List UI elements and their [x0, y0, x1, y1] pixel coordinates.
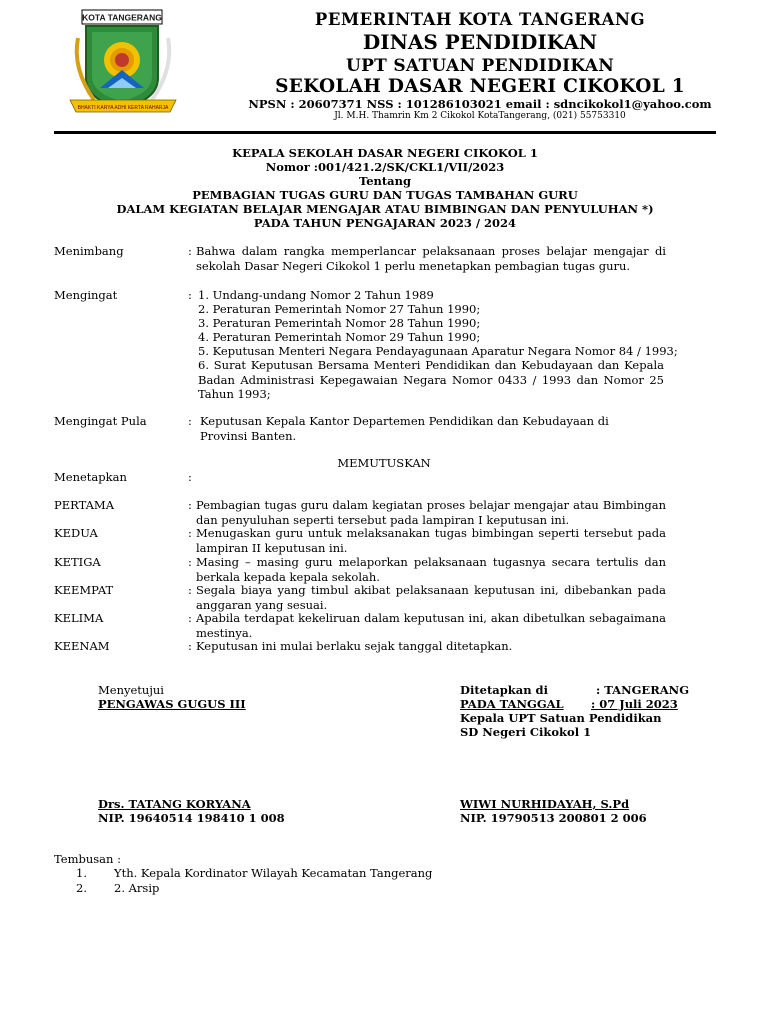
mengingat-item: 6. Surat Keputusan Bersama Menteri Pendidikan dan Kebudayaan dan Kepala Badan Administrasi Kepegawaian Negara Nomor 0433 / 1993 dan Nomor 25 Tahun 1993; — [198, 358, 664, 401]
mengingat-item: 5. Keputusan Menteri Negara Pendayagunaan Aparatur Negara Nomor 84 / 1993; — [198, 344, 678, 358]
date-label: PADA TANGGAL — [460, 697, 564, 711]
title-subject-3: PADA TAHUN PENGAJARAN 2023 / 2024 — [253, 216, 517, 230]
letterhead-unit: UPT SATUAN PENDIDIKAN — [345, 56, 615, 76]
logo-label: KOTA TANGERANG — [82, 12, 162, 23]
title-subject-1: PEMBAGIAN TUGAS GURU DAN TUGAS TAMBAHAN GURU — [192, 188, 578, 202]
principal-name: WIWI NURHIDAYAH, S.Pd — [460, 797, 630, 811]
letterhead-ids: NPSN : 20607371 NSS : 101286103021 email : sdncikokol1@yahoo.com — [248, 97, 712, 111]
tembusan-number: 1. — [76, 866, 87, 880]
title-subject-2: DALAM KEGIATAN BELAJAR MENGAJAR ATAU BIMBINGAN DAN PENYULUHAN *) — [116, 202, 654, 216]
tembusan-item: Yth. Kepala Kordinator Wilayah Kecamatan Tangerang — [114, 866, 433, 880]
logo-motto: BHAKTI KARYA ADHI KERTA RAHARJA — [77, 105, 169, 111]
decision-label: KEDUA — [54, 526, 98, 540]
mengingat-item: 1. Undang-undang Nomor 2 Tahun 1989 — [198, 288, 434, 302]
mengingat-label: Mengingat — [54, 288, 118, 302]
memutuskan-heading: MEMUTUSKAN — [337, 456, 431, 470]
decision-label: PERTAMA — [54, 498, 115, 512]
decision-label: KEEMPAT — [54, 583, 114, 597]
menimbang-text: Bahwa dalam rangka memperlancar pelaksanaan proses belajar mengajar di sekolah Dasar Negeri Cikokol 1 perlu menetapkan pembagian tugas guru. — [196, 244, 666, 273]
title-number: Nomor :001/421.2/SK/CKL1/VII/2023 — [265, 160, 505, 174]
decision-text: Menugaskan guru untuk melaksanakan tugas bimbingan seperti tersebut pada lampiran II keputusan ini. — [196, 526, 666, 555]
tembusan-number: 2. — [76, 881, 87, 895]
tembusan-label: Tembusan : — [54, 852, 121, 866]
decision-text: Apabila terdapat kekeliruan dalam keputusan ini, akan dibetulkan sebagaimana mestinya. — [196, 611, 666, 640]
decision-label: KETIGA — [54, 555, 101, 569]
tembusan-item: 2. Arsip — [114, 881, 160, 895]
principal-nip: NIP. 19790513 200801 2 006 — [460, 811, 647, 825]
approval-label: Menyetujui — [98, 683, 164, 697]
place-label: Ditetapkan di — [460, 683, 548, 697]
decision-text: Pembagian tugas guru dalam kegiatan proses belajar mengajar atau Bimbingan dan penyuluhan seperti tersebut pada lampiran I keputusan ini. — [196, 498, 666, 527]
supervisor-name: Drs. TATANG KORYANA — [98, 797, 251, 811]
mengingat-item: 3. Peraturan Pemerintah Nomor 28 Tahun 1990; — [198, 316, 481, 330]
supervisor-title: PENGAWAS GUGUS III — [98, 697, 246, 711]
city-emblem-logo — [64, 8, 182, 120]
mengingat-pula-text: Keputusan Kepala Kantor Departemen Pendidikan dan Kebudayaan di Provinsi Banten. — [200, 414, 609, 443]
supervisor-nip: NIP. 19640514 198410 1 008 — [98, 811, 285, 825]
letterhead-school: SEKOLAH DASAR NEGERI CIKOKOL 1 — [275, 76, 685, 97]
menetapkan-label: Menetapkan — [54, 470, 127, 484]
decision-text: Segala biaya yang timbul akibat pelaksanaan keputusan ini, dibebankan pada anggaran yang sesuai. — [196, 583, 666, 612]
decision-label: KEENAM — [54, 639, 110, 653]
decision-label: KELIMA — [54, 611, 104, 625]
mengingat-item: 4. Peraturan Pemerintah Nomor 29 Tahun 1990; — [198, 330, 481, 344]
letterhead-government: PEMERINTAH KOTA TANGERANG — [314, 10, 646, 29]
title-authority: KEPALA SEKOLAH DASAR NEGERI CIKOKOL 1 — [232, 146, 538, 160]
title-about: Tentang — [358, 174, 412, 188]
date-value: : 07 Juli 2023 — [591, 697, 678, 711]
principal-school: SD Negeri Cikokol 1 — [460, 725, 592, 739]
place-value: : TANGERANG — [596, 683, 690, 697]
principal-title: Kepala UPT Satuan Pendidikan — [460, 711, 662, 725]
letterhead-divider — [54, 131, 716, 134]
decision-text: Masing – masing guru melaporkan pelaksanaan tugasnya secara tertulis dan berkala kepada kepala sekolah. — [196, 555, 666, 584]
mengingat-pula-label: Mengingat Pula — [54, 414, 147, 428]
mengingat-item: 2. Peraturan Pemerintah Nomor 27 Tahun 1990; — [198, 302, 481, 316]
letterhead-address: Jl. M.H. Thamrin Km 2 Cikokol KotaTangerang, (021) 55753310 — [334, 111, 626, 121]
letterhead-department: DINAS PENDIDIKAN — [362, 30, 598, 54]
menimbang-label: Menimbang — [54, 244, 124, 258]
decision-text: Keputusan ini mulai berlaku sejak tanggal ditetapkan. — [196, 639, 513, 653]
